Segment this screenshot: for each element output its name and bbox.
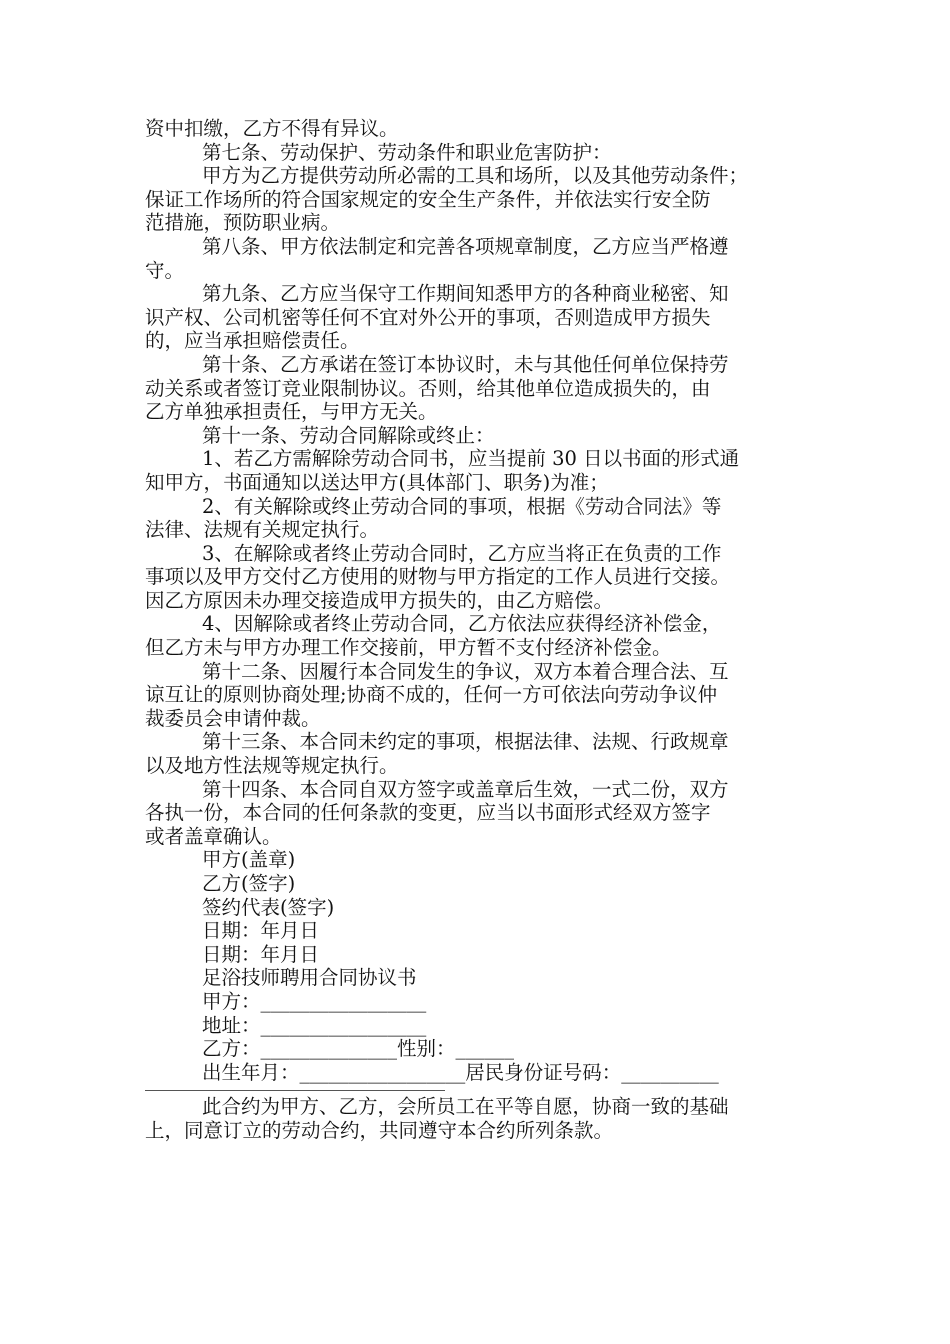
text-line: 第九条、乙方应当保守工作期间知悉甲方的各种商业秘密、知	[202, 282, 729, 306]
text-line: 日期：年月日	[202, 942, 320, 966]
text-line: 范措施，预防职业病。	[145, 211, 341, 235]
contract-body	[145, 117, 810, 1084]
text-line: 地址：_________________	[202, 1013, 427, 1037]
text-line: 甲方为乙方提供劳动所必需的工具和场所，以及其他劳动条件；	[202, 164, 749, 188]
underline-separator	[145, 1090, 445, 1091]
text-line: 2、有关解除或终止劳动合同的事项，根据《劳动合同法》等	[202, 494, 722, 518]
text-line: 1、若乙方需解除劳动合同书，应当提前 30 日以书面的形式通	[202, 447, 740, 471]
text-line: 4、因解除或者终止劳动合同，乙方依法应获得经济补偿金，	[202, 612, 722, 636]
text-line: 日期：年月日	[202, 919, 320, 943]
text-line: 第十一条、劳动合同解除或终止：	[202, 423, 495, 447]
text-line: 以及地方性法规等规定执行。	[145, 754, 399, 778]
text-line: 第十四条、本合同自双方签字或盖章后生效，一式二份，双方	[202, 777, 729, 801]
text-line: 签约代表(签字)	[202, 895, 335, 919]
text-line: 因乙方原因未办理交接造成甲方损失的，由乙方赔偿。	[145, 588, 614, 612]
text-line: 第十条、乙方承诺在签订本协议时，未与其他任何单位保持劳	[202, 352, 729, 376]
text-line: 守。	[145, 258, 185, 282]
text-line: 但乙方未与甲方办理工作交接前，甲方暂不支付经济补偿金。	[145, 636, 672, 660]
text-line: 的，应当承担赔偿责任。	[145, 329, 360, 353]
text-line: 裁委员会申请仲裁。	[145, 706, 321, 730]
text-line: 3、在解除或者终止劳动合同时，乙方应当将正在负责的工作	[202, 541, 722, 565]
document-page	[145, 117, 810, 1143]
text-line: 识产权、公司机密等任何不宜对外公开的事项，否则造成甲方损失	[145, 305, 711, 329]
text-line: 出生年月：_________________居民身份证号码：__________	[202, 1060, 719, 1084]
text-line: 保证工作场所的符合国家规定的安全生产条件，并依法实行安全防	[145, 187, 711, 211]
text-line: 知甲方，书面通知以送达甲方(具体部门、职务)为准；	[145, 470, 609, 494]
text-line: 上，同意订立的劳动合约，共同遵守本合约所列条款。	[145, 1118, 614, 1142]
text-line: 第十三条、本合同未约定的事项，根据法律、法规、行政规章	[202, 730, 729, 754]
text-line: 足浴技师聘用合同协议书	[202, 966, 417, 990]
text-line: 乙方单独承担责任，与甲方无关。	[145, 400, 438, 424]
text-line: 第八条、甲方依法制定和完善各项规章制度，乙方应当严格遵	[202, 234, 729, 258]
text-line: 动关系或者签订竞业限制协议。否则，给其他单位造成损失的，由	[145, 376, 711, 400]
text-line: 乙方(签字)	[202, 872, 296, 895]
text-line: 或者盖章确认。	[145, 824, 282, 848]
text-line: 事项以及甲方交付乙方使用的财物与甲方指定的工作人员进行交接。	[145, 565, 731, 589]
text-line: 甲方：_________________	[202, 989, 427, 1013]
text-line: 此合约为甲方、乙方，会所员工在平等自愿，协商一致的基础	[202, 1095, 729, 1119]
text-line: 第十二条、因履行本合同发生的争议，双方本着合理合法、互	[202, 659, 729, 683]
text-line: 谅互让的原则协商处理;协商不成的，任何一方可依法向劳动争议仲	[145, 683, 718, 707]
text-line: 法律、法规有关规定执行。	[145, 518, 380, 542]
text-line: 各执一份，本合同的任何条款的变更，应当以书面形式经双方签字	[145, 801, 711, 825]
text-line: 资中扣缴，乙方不得有异议。	[145, 117, 399, 140]
text-line: 甲方(盖章)	[202, 848, 296, 872]
text-line: 乙方：______________性别：______	[202, 1037, 515, 1061]
text-line: 第七条、劳动保护、劳动条件和职业危害防护：	[202, 140, 612, 164]
contract-intro	[145, 1095, 810, 1142]
